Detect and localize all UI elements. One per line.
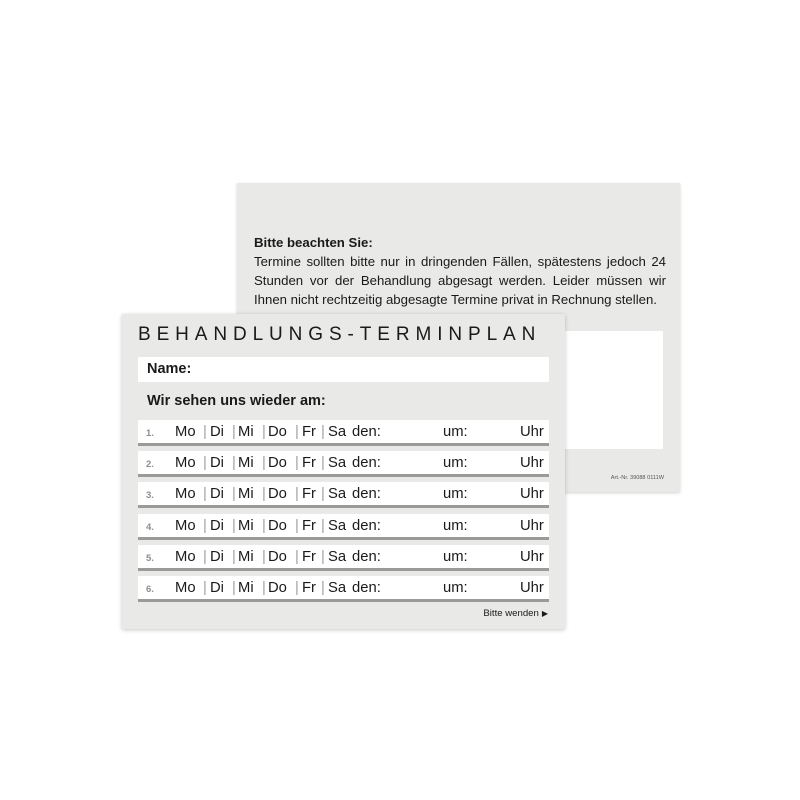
time-label: um: (443, 486, 468, 503)
weekday-separator: | (321, 424, 325, 440)
stamp-field (565, 331, 663, 449)
notice-text: Termine sollten bitte nur in dringenden Fällen, spätestens jedoch 24 Stunden vor der Behandlung abgesagt werden. Leider müssen wir Ihnen nicht rechtzeitig abgesagte Termine privat in Rechnung stellen. (254, 254, 666, 307)
weekday-separator: | (262, 548, 266, 565)
time-label: um: (443, 548, 468, 565)
turn-hint (483, 608, 548, 619)
date-label: den: (352, 486, 381, 503)
appointment-row[interactable] (138, 482, 549, 508)
weekday-separator: | (321, 580, 325, 596)
appointment-row[interactable] (138, 514, 549, 540)
weekday-option[interactable]: Mo (175, 455, 196, 472)
card-title: BEHANDLUNGS-TERMINPLAN (138, 324, 542, 345)
weekday-separator: | (321, 455, 325, 472)
weekday-separator: | (262, 517, 266, 534)
weekday-separator: | (262, 486, 266, 503)
date-label: den: (352, 517, 381, 534)
clock-suffix-label: Uhr (520, 580, 544, 596)
weekday-separator: | (203, 424, 207, 440)
turn-hint-label: Bitte wenden (483, 608, 539, 619)
row-number: 3. (146, 490, 154, 502)
weekday-option[interactable]: Di (210, 548, 224, 565)
weekday-option[interactable]: Di (210, 580, 224, 596)
weekday-option[interactable]: Di (210, 455, 224, 472)
time-label: um: (443, 455, 468, 472)
weekday-option[interactable]: Do (268, 548, 287, 565)
name-label: Name: (147, 361, 192, 377)
weekday-separator: | (262, 455, 266, 472)
date-label: den: (352, 455, 381, 472)
weekday-option[interactable]: Mi (238, 455, 254, 472)
weekday-separator: | (232, 424, 236, 440)
weekday-option[interactable]: Di (210, 424, 224, 440)
time-label: um: (443, 580, 468, 596)
weekday-separator: | (321, 548, 325, 565)
weekday-option[interactable]: Mo (175, 548, 196, 565)
weekday-separator: | (262, 580, 266, 596)
weekday-option[interactable]: Mi (238, 580, 254, 596)
weekday-option[interactable]: Fr (302, 486, 316, 503)
weekday-option[interactable]: Sa (328, 517, 347, 534)
weekday-separator: | (262, 424, 266, 440)
date-label: den: (352, 424, 381, 440)
row-number: 4. (146, 521, 154, 533)
appointment-subtitle: Wir sehen uns wieder am: (147, 393, 326, 409)
name-field[interactable] (138, 357, 549, 382)
weekday-option[interactable]: Do (268, 424, 287, 440)
row-number: 6. (146, 584, 154, 595)
weekday-separator: | (295, 548, 299, 565)
appointment-row[interactable] (138, 420, 549, 446)
weekday-separator: | (203, 517, 207, 534)
weekday-option[interactable]: Sa (328, 580, 347, 596)
weekday-separator: | (321, 517, 325, 534)
date-label: den: (352, 548, 381, 565)
row-number: 5. (146, 552, 154, 564)
weekday-option[interactable]: Sa (328, 548, 347, 565)
weekday-separator: | (203, 486, 207, 503)
appointment-row[interactable] (138, 576, 549, 602)
weekday-separator: | (232, 548, 236, 565)
weekday-option[interactable]: Mo (175, 424, 196, 440)
clock-suffix-label: Uhr (520, 486, 544, 503)
clock-suffix-label: Uhr (520, 548, 544, 565)
notice-heading: Bitte beachten Sie: (254, 235, 373, 250)
weekday-option[interactable]: Sa (328, 424, 347, 440)
weekday-option[interactable]: Fr (302, 424, 316, 440)
weekday-option[interactable]: Fr (302, 580, 316, 596)
weekday-option[interactable]: Do (268, 517, 287, 534)
weekday-option[interactable]: Sa (328, 455, 347, 472)
date-label: den: (352, 580, 381, 596)
time-label: um: (443, 517, 468, 534)
weekday-separator: | (203, 580, 207, 596)
weekday-separator: | (295, 517, 299, 534)
cancellation-notice (254, 233, 666, 309)
weekday-option[interactable]: Mi (238, 424, 254, 440)
weekday-option[interactable]: Fr (302, 455, 316, 472)
weekday-option[interactable]: Mo (175, 580, 196, 596)
weekday-option[interactable]: Mi (238, 548, 254, 565)
weekday-option[interactable]: Do (268, 455, 287, 472)
weekday-separator: | (295, 486, 299, 503)
row-number: 1. (146, 428, 154, 439)
weekday-separator: | (295, 455, 299, 472)
appointment-row[interactable] (138, 545, 549, 571)
weekday-option[interactable]: Mo (175, 486, 196, 503)
weekday-separator: | (203, 455, 207, 472)
play-arrow-icon: ▶ (541, 609, 548, 618)
weekday-option[interactable]: Do (268, 580, 287, 596)
weekday-option[interactable]: Fr (302, 517, 316, 534)
weekday-separator: | (321, 486, 325, 503)
weekday-option[interactable]: Mi (238, 486, 254, 503)
weekday-option[interactable]: Sa (328, 486, 347, 503)
row-number: 2. (146, 459, 154, 471)
weekday-separator: | (232, 517, 236, 534)
weekday-option[interactable]: Mi (238, 517, 254, 534)
clock-suffix-label: Uhr (520, 424, 544, 440)
weekday-separator: | (232, 455, 236, 472)
weekday-separator: | (203, 548, 207, 565)
article-number: Art.-Nr. 39088 0111W (610, 475, 664, 481)
weekday-option[interactable]: Di (210, 517, 224, 534)
weekday-separator: | (232, 486, 236, 503)
weekday-option[interactable]: Di (210, 486, 224, 503)
weekday-option[interactable]: Mo (175, 517, 196, 534)
appointment-card-front (122, 314, 565, 629)
weekday-option[interactable]: Fr (302, 548, 316, 565)
clock-suffix-label: Uhr (520, 455, 544, 472)
weekday-separator: | (295, 580, 299, 596)
appointment-row[interactable] (138, 451, 549, 477)
clock-suffix-label: Uhr (520, 517, 544, 534)
weekday-option[interactable]: Do (268, 486, 287, 503)
time-label: um: (443, 424, 468, 440)
weekday-separator: | (295, 424, 299, 440)
weekday-separator: | (232, 580, 236, 596)
